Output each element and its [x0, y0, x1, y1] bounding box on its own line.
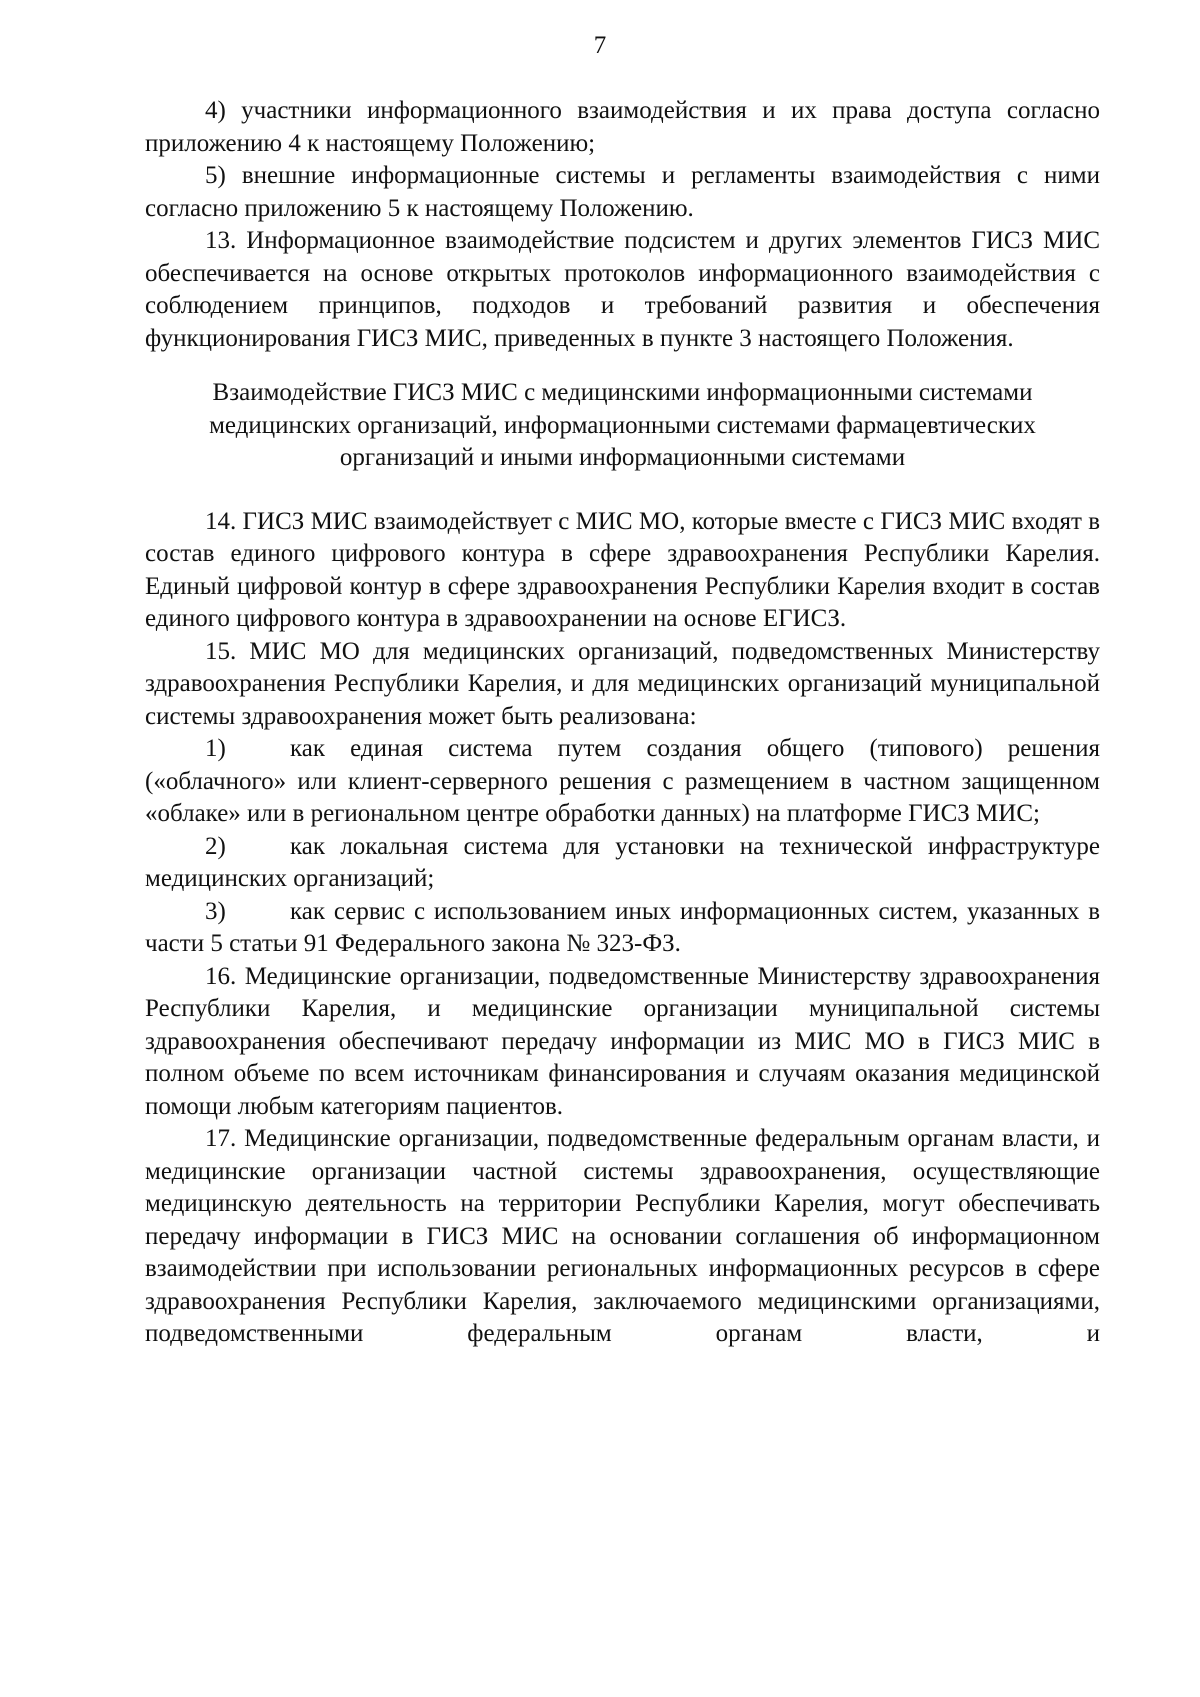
- list-item-number: 2): [205, 832, 226, 860]
- section-heading: [145, 377, 1100, 475]
- paragraph-14: 14. ГИСЗ МИС взаимодействует с МИС МО, которые вместе с ГИСЗ МИС входят в состав единого цифрового контура в сфере здравоохранения Республики Карелия. Единый цифровой контур в сфере здравоохранения Республики Карелия входит в состав единого цифрового контура в здравоохранении на основе ЕГИСЗ.: [145, 507, 1100, 632]
- paragraph-17: 17. Медицинские организации, подведомственные федеральным органам власти, и медицинские организации частной системы здравоохранения, осуществляющие медицинскую деятельность на территории Республики Карелия, могут обеспечивать передачу информации в ГИСЗ МИС на основании соглашения об информационном взаимодействии при использовании региональных информационных ресурсов в сфере здравоохранения Республики Карелия, заключаемого медицинскими организациями, подведомственными федеральным органам власти, и: [145, 1125, 1100, 1347]
- paragraph-item-5: 5) внешние информационные системы и регламенты взаимодействия с ними согласно приложению 5 к настоящему Положению.: [145, 162, 1100, 222]
- section-heading-line-2: медицинских организаций, информационными системами фармацевтических: [209, 411, 1036, 439]
- list-item-text: как сервис с использованием иных информационных систем, указанных в части 5 статьи 91 Федерального закона № 323-ФЗ.: [145, 897, 1100, 957]
- list-item-15-2: [145, 831, 1100, 896]
- list-item-text: как единая система путем создания общего (типового) решения («облачного» или клиент-серверного решения с размещением в частном защищенном «облаке» или в региональном центре обработки данных) на платформе ГИСЗ МИС;: [145, 735, 1100, 827]
- section-heading-line-1: Взаимодействие ГИСЗ МИС с медицинскими информационными системами: [212, 379, 1033, 406]
- document-body: [145, 95, 1100, 1351]
- list-item-15-3: [145, 896, 1100, 961]
- list-item-text: как локальная система для установки на технической инфраструктуре медицинских организаций;: [145, 832, 1100, 892]
- list-item-15-1: [145, 733, 1100, 831]
- paragraph-15: 15. МИС МО для медицинских организаций, подведомственных Министерству здравоохранения Республики Карелия, и для медицинских организаций муниципальной системы здравоохранения может быть реализована:: [145, 637, 1100, 730]
- paragraph-13: 13. Информационное взаимодействие подсистем и других элементов ГИСЗ МИС обеспечивается на основе открытых протоколов информационного взаимодействия с соблюдением принципов, подходов и требований развития и обеспечения функционирования ГИСЗ МИС, приведенных в пункте 3 настоящего Положения.: [145, 227, 1100, 352]
- paragraph-16: 16. Медицинские организации, подведомственные Министерству здравоохранения Республики Карелия, и медицинские организации муниципальной системы здравоохранения обеспечивают передачу информации из МИС МО в ГИСЗ МИС в полном объеме по всем источникам финансирования и случаям оказания медицинской помощи любым категориям пациентов.: [145, 962, 1100, 1120]
- paragraph-item-4: 4) участники информационного взаимодействия и их права доступа согласно приложению 4 к настоящему Положению;: [145, 97, 1100, 157]
- list-item-number: 1): [205, 735, 226, 762]
- section-heading-line-3: организаций и иными информационными системами: [339, 444, 906, 471]
- list-item-number: 3): [205, 897, 226, 925]
- page-number: 7: [593, 32, 607, 59]
